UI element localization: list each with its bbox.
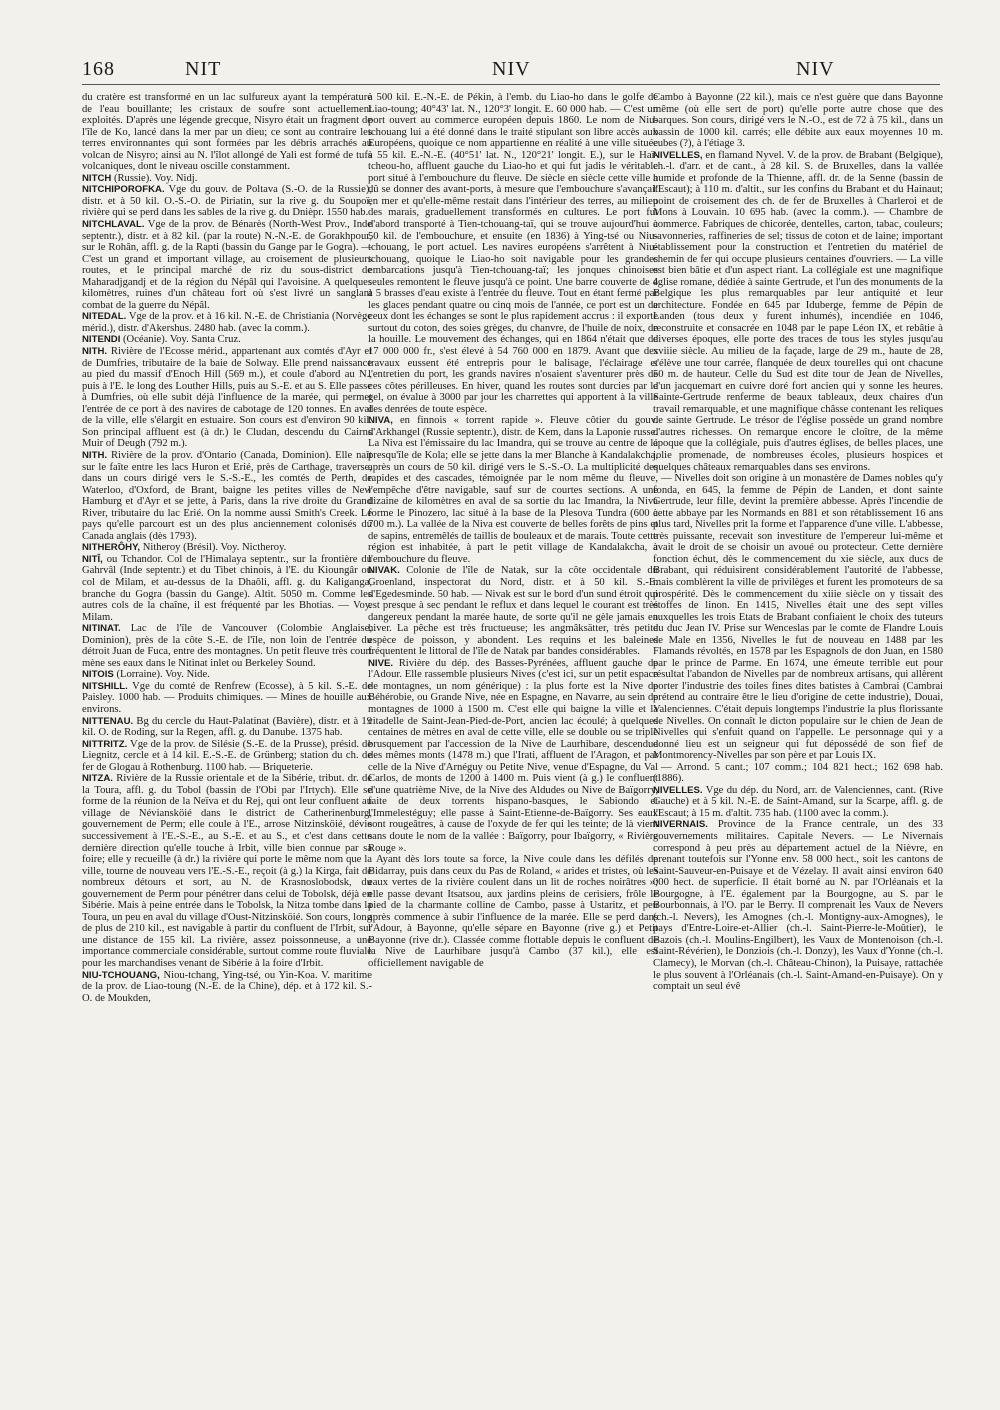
dictionary-entry	[82, 681, 372, 716]
entry-text: — Nivelles doit son origine à un monastère de Dames nobles qu'y fonda, en 645, la femme de Pépin de Landen, et dont sainte Gertrude, leur fille, devint la première abbesse. Après l'incendie de cette abbaye par les Normands en 881 et son rétablissement 16 ans plus tard, Nivelles prit la forme et l'apparence d'une ville. L'abbesse, très puissante, recevait son investiture de l'empereur lui-même et avait le droit de se choisir un avoué ou protecteur. Cette dernière fonction échut, dès le commencement du xie siècle, aux ducs de Brabant, qui réduisirent considérablement l'autorité de l'abbesse, mais comblèrent la ville de privilèges et furent les promoteurs de sa prospérité. Dès le commencement du xiiie siècle on y tissait des étoffes de linon. En 1415, Nivelles était une des sept villes auxquelles les trois Etats de Brabant confiaient le choix des tuteurs du duc Jean IV. Prise sur Wenceslas par le comte de Flandre Louis de Male en 1356, Nivelles le fut de nouveau en 1488 par les Flamands révoltés, en 1578 par les Espagnols de don Juan, en 1580 par le prince de Parme. En 1674, une émeute terrible eut pour résultat l'abandon de Nivelles par de nombreux artisans, qui allèrent porter l'industrie des toiles fines dites batistes à Cambrai (Cambrai prétend au contraire être le lieu d'origine de cette industrie), Douai, Valenciennes. C'était depuis longtemps l'industrie la plus florissante de Nivelles. On connaît le dicton populaire sur le chien de Jean de Nivelles qui s'enfuit quand on l'appelle. Le personnage qui y a donné lieu est un seigneur qui fut dépossédé de son fief de Montmorency-Nivelles par son père et par Louis IX.	[653, 473, 943, 762]
entry-text: Colonie de l'île de Natak, sur la côte occidentale du Groenland, inspectorat du Nord, distr. et à 50 kil. S.-E. d'Egedesminde. 50 hab. — Nivak est sur le bord d'un sund étroit qui est presque à sec pendant le reflux et dans lequel le courant est très dangereux pendant la marée haute, de sorte qu'il ne gèle jamais en hiver. La pêche est très fructueuse; les angmâksätter, très petite espèce de poisson, y abondent. Les requins et les baleines fréquentent le littoral de l'île de Natak par bandes considérables.	[368, 565, 658, 658]
running-head-left: NIT	[185, 58, 222, 80]
entry-text: Province de la France centrale, un des 33 gouvernements militaires. Capitale Nevers. — Le Nivernais correspond à peu près au département actuel de la Nièvre, en prenant toutefois sur l'Yonne env. 58 000 hect., soit les cantons de Saint-Sauveur-en-Puisaye et de Vézelay. Il avait ainsi environ 640 000 hect. de superficie. Il était borné au N. par l'Orléanais et la Bourgogne, à l'E. également par la Bourgogne, au S. par le Bourbonnais, à l'O. par le Berry. Il comprenait les Vaux de Nevers (ch.-l. Nevers), les Amognes (ch.-l. Montigny-aux-Amognes), le pays d'Entre-Loire-et-Allier (ch.-l. Saint-Pierre-le-Moûtier), le Bazois (ch.-l. Moulins-Engilbert), les Vaux de Montenoison (ch.-l. Saint-Révérien), le Donziois (ch.-l. Donzy), les Vaux d'Yonne (ch.-l. Clamecy), le Morvan (ch.-l. Château-Chinon), la Puisaye, rattachée le plus souvent à l'Orléanais (ch.-l. Saint-Amand-en-Puisaye). On y comptait un seul évê	[653, 819, 943, 993]
entry-headword: NIVELLES.	[653, 784, 703, 796]
entry-text: Vge de la prov. et à 16 kil. N.-E. de Christiania (Norvège mérid.), distr. d'Akershus. 2480 hab. (avec la comm.).	[82, 311, 372, 334]
entry-text: Rivière de la Russie orientale et de la Sibérie, tribut. dr. de la Toura, affl. g. du Tobol (bassin de l'Obi par l'Irtych). Elle se forme de la réunion de la Neïva et du Rej, qui ont leur confluent au village de Néviansköié dans le district de Catherinenburg, gouvernement de Perm; elle coule à l'E., arrose Nitzinsköié, dévie successivement à l'E.-S.-E., au S.-E. et au S., et c'est dans cette dernière direction qu'elle touche à Irbit, ville bien connue par sa foire; elle y recueille (à dr.) la rivière qui porte le même nom que la ville, tourne de nouveau vers l'E.-S.-E., reçoit (à g.) la Kirga, fait de nombreux détours et sort, au N. de Krasnoslobodsk, du gouvernement de Perm pour pénétrer dans celui de Tobolsk, déjà en Sibérie. Mais à peine entrée dans le Tobolsk, la Nitza tombe dans la Toura, un peu en aval du village d'Oust-Nitzinsköié. Son cours, long de plus de 210 kil., est navigable à partir du confluent de l'Irbit, sur une distance de 155 kil. La rivière, assez poissonneuse, a une importance commerciale considérable, surtout comme route fluviale pour les marchandises venant de Sibérie à la foire d'Irbit.	[82, 773, 372, 970]
entry-headword: NIVAK.	[368, 565, 400, 577]
dictionary-entry	[653, 473, 943, 762]
dictionary-entry	[82, 716, 372, 739]
dictionary-entry	[82, 334, 372, 346]
entry-text: (Océanie). Voy. Santa Cruz.	[120, 334, 241, 346]
entry-headword: NITHERÔHY,	[82, 542, 141, 554]
entry-text: Bg du cercle du Haut-Palatinat (Bavière), distr. et à 19 kil. O. de Roding, sur la Regen, affl. g. du Danube. 1375 hab.	[82, 715, 372, 739]
entry-text: Vge du comté de Renfrew (Ecosse), à 5 kil. S.-E. de Paisley. 1000 hab. — Produits chimiques. — Mines de houille aux environs.	[82, 680, 372, 715]
dictionary-entry	[653, 150, 943, 473]
dictionary-entry	[82, 554, 372, 623]
entry-headword: NITOIS	[82, 669, 114, 681]
dictionary-entry	[653, 92, 943, 150]
dictionary-entry	[82, 311, 372, 334]
entry-text: Cambo à Bayonne (22 kil.), mais ce n'est guère que dans Bayonne même (où elle sert de port) qu'elle porte autre chose que des barques. Son cours, dirigé vers le N.-O., est de 72 à 75 kil., dans un bassin de 1000 kil. carrés; elle débite aux eaux moyennes 10 m. cubes (?), à l'étiage 3.	[653, 92, 943, 150]
text-column-3	[653, 92, 943, 993]
entry-text: (Lorraine). Voy. Nide.	[113, 669, 210, 681]
entry-headword: NIVERNAIS.	[653, 819, 708, 831]
entry-headword: NITEDAL.	[82, 311, 127, 323]
dictionary-entry	[82, 773, 372, 969]
dictionary-entry	[653, 762, 943, 785]
dictionary-entry	[368, 415, 658, 565]
dictionary-entry	[82, 173, 372, 185]
entry-headword: NIVELLES,	[653, 149, 703, 161]
entry-headword: NITTENAU.	[82, 715, 134, 727]
running-head-right: NIV	[796, 58, 835, 80]
dictionary-entry	[82, 92, 372, 173]
entry-headword: NITTRITZ.	[82, 738, 128, 750]
dictionary-entry	[82, 542, 372, 554]
dictionary-entry	[653, 819, 943, 992]
entry-headword: NITSHILL.	[82, 680, 128, 692]
dictionary-entry	[368, 92, 658, 415]
entry-text: Vge de la prov. de Silésie (S.-E. de la Prusse), présid. de Liegnitz, cercle et à 14 kil. E.-S.-E. de Grünberg; station du ch. de fer de Glogau à Rothenburg. 1100 hab. — Briqueterie.	[82, 738, 372, 773]
entry-text: Lac de l'île de Vancouver (Colombie Anglaise, Dominion), près de la côte S.-E. de l'île, non loin de l'entrée du détroit Juan de Fuca, entre des montagnes. Un petit fleuve très court mène ses eaux dans le Nitinat inlet ou Berkeley Sound.	[82, 623, 372, 669]
dictionary-entry	[653, 785, 943, 820]
text-column-1	[82, 92, 372, 1004]
entry-text: en finnois « torrent rapide ». Fleuve côtier du gouv. d'Arkhangel (Russie septentr.), distr. de Kem, dans la Laponie russe. La Niva est l'émissaire du lac Imandra, qui se trouve au centre de la presqu'île de Kola; elle se jette dans la mer Blanche à Kandalakcha, après un cours de 50 kil. dirigé vers le S.-S.-O. La multiplicité des rapides et des cascades, témoignée par le nom même du fleuve, l'empêche d'être navigable, sauf sur de courtes sections. A une dizaine de kilomètres en aval de sa sortie du lac Imandra, la Niva forme le Pinozero, lac situé à la base de la Plesova Tundra (600 à 700 m.). La vallée de la Niva est couverte de belles forêts de pins et de sapins, entremêlés de taillis de bouleaux et de marais. Toute cette région est inhabitée, à part le petit village de Kandalakcha, à l'embouchure du fleuve.	[368, 415, 658, 565]
running-head-middle: NIV	[492, 58, 531, 80]
entry-headword: NITCHLAVAL.	[82, 219, 145, 231]
entry-text: Rivière de l'Ecosse mérid., appartenant aux comtés d'Ayr et de Dumfries, tributaire de la baie de Solway. Elle prend naissance au pied du massif d'Enoch Hill (569 m.), et coule d'abord au N., puis à l'E. le long des Louther Hills, puis au S.-E. et au S. Elle passe à Dumfries, où elle subit déjà l'influence de la marée, qui permet l'entrée de ce port à des navires de cabotage de 120 tonnes. En aval de la ville, elle s'élargit en estuaire. Son cours est d'environ 90 kil. Son principal affluent est (à dr.) le Cludan, descendu du Cairns Muir of Deugh (792 m.).	[82, 346, 372, 450]
dictionary-entry	[82, 346, 372, 450]
dictionary-entry	[82, 739, 372, 774]
entry-headword: NIVA,	[368, 415, 393, 427]
dictionary-entry	[368, 658, 658, 854]
dictionary-entry	[82, 219, 372, 311]
entry-headword: NITENDI	[82, 334, 121, 346]
entry-text: Rivière du dép. des Basses-Pyrénées, affluent gauche de l'Adour. Elle rassemble plusieurs Nives (c'est ici, sur un petit espace de montagnes, un nom générique) : la plus forte est la Nive de Béhérobie, ou Grande Nive, née en Espagne, en Navarre, au sein de montagnes de 1000 à 1500 m. C'est elle qui baigne la ville et la citadelle de Saint-Jean-Pied-de-Port, ancien lac écoulé; à quelques centaines de mètres en aval de cette ville, elle se double ou se triple brusquement par l'accession de la Nive de Laurhibare, descendue des mêmes monts (1478 m.) que l'Irati, affluent de l'Aragon, et par celle de la Nive d'Arnéguy ou Petite Nive, venue d'Espagne, du Val Carlos, de monts de 1200 à 1400 m. Puis vient (à g.) le confluent d'une quatrième Nive, de la Nive des Aldudes ou Nive de Baïgorry, faite de deux torrents hispano-basques, le Sabiondo et l'Immelestéguy; elle passe à Saint-Etienne-de-Baïgorry. Ses eaux sont rougeâtres, à cause de l'oxyde de fer qui les teinte; de là vient sans doute le nom de la vallée : Baïgorry, pour Ibaïgorry, « Rivière Rouge ».	[368, 657, 658, 854]
entry-text: Ayant dès lors toute sa force, la Nive coule dans les défilés de Bidarray, puis dans ceux du Pas de Roland, « arides et tristes, où les eaux vertes de la rivière coulent dans un lit de roches noirâtres »; elle passe devant Itsatsou, aux jardins pleins de cerisiers, frôle le pied de la charmante colline de Cambo, passe à Ustaritz, et peu après commence à subir l'influence de la marée. Elle se perd dans l'Adour, à Bayonne, qu'elle sépare en Bayonne (rive g.) et Petit Bayonne (rive dr.). Classée comme flottable depuis le confluent de la Nive de Laurhibare jusqu'à Cambo (37 kil.), elle est officiellement navigable de	[368, 854, 658, 970]
entry-headword: NITH.	[82, 346, 108, 358]
entry-text: (Russie). Voy. Nidj.	[111, 172, 198, 184]
entry-text: Vge de la prov. de Bénarès (North-West Prov., Inde septentr.), distr. et à 82 kil. (par la route) N.-N.-E. de Gorakhpour, sur le Rohân, affl. g. de la Rapti (bassin du Gange par le Gogra). — C'est un grand et important village, au croisement de plusieurs routes, et le principal marché de riz du sous-district de Maharadjgandj et de la région du Népâl qui l'avoisine. A quelques kilomètres, ruines d'un château fort où s'est livré un sanglant combat de la guerre du Népâl.	[82, 219, 372, 311]
entry-headword: NIVE.	[368, 657, 394, 669]
header-rule	[82, 84, 940, 85]
entry-headword: NITCH	[82, 172, 112, 184]
page-number: 168	[82, 58, 115, 80]
dictionary-entry	[368, 854, 658, 969]
entry-headword: NITH.	[82, 449, 108, 461]
entry-text: Rivière de la prov. d'Ontario (Canada, Dominion). Elle naît sur le faîte entre les lacs Huron et Erié, près de Carthage, traverse, dans un cours dirigé vers le S.-S.-E., les comtés de Perth, de Waterloo, d'Oxford, de Brant, baigne les petites villes de New Hamburg et d'Ayr et se jette, à Paris, dans la rive droite du Grand River, tributaire du lac Erié. On la nomme aussi Smith's Creek. Le pays qu'elle parcourt est un des plus anciennement colonisés du Canada anglais (dès 1793).	[82, 449, 372, 542]
entry-text: — Arrond. 5 cant.; 107 comm.; 104 821 hect.; 162 698 hab. (1886).	[653, 761, 943, 785]
entry-headword: NITCHIPOROFKA.	[82, 184, 165, 196]
dictionary-entry	[82, 669, 372, 681]
dictionary-entry	[82, 184, 372, 219]
entry-text: Nitheroy (Brésil). Voy. Nictheroy.	[140, 542, 287, 554]
dictionary-entry	[368, 565, 658, 657]
dictionary-entry	[82, 450, 372, 542]
entry-headword: NITÎ,	[82, 553, 103, 565]
entry-text: en flamand Nyvel. V. de la prov. de Brabant (Belgique), ch.-l. d'arr. et de cant., à 28 kil. S. de Bruxelles, dans la vallée humide et profonde de la Thienne, affl. dr. de la Senne (bassin de l'Escaut); à 110 m. d'altit., sur les confins du Brabant et du Hainaut; point de croisement des ch. de fer de Bruxelles à Charleroi et de Mons à Louvain. 10 695 hab. (avec la comm.). — Chambre de commerce. Fabriques de chicorée, dentelles, carton, tabac, couleurs; savonneries, raffineries de sel; tissus de coton et de laine; important établissement pour la construction et l'entretien du matériel de chemin de fer qui occupe plusieurs centaines d'ouvriers. — La ville est bien bâtie et d'un aspect riant. La collégiale est une magnifique église romane, dédiée à sainte Gertrude, et l'un des monuments de la Belgique les plus remarquables par leur antiquité et leur architecture. Fondée en 645 par Iduberge, femme de Pépin de Landen (tous deux y furent inhumés), incendiée en 1046, reconstruite et consacrée en 1048 par le pape Léon IX, et rebâtie à diverses époques, elle porte des traces de tous les styles jusqu'au xviiie siècle. Au milieu de la façade, large de 29 m., haute de 28, s'élève une tour carrée, flanquée de deux tourelles qui ont chacune 50 m. de hauteur. Celle du Sud est dite tour de Jean de Nivelles, d'un jacquemart en cuivre doré fort ancien qui y sonne les heures. Sainte-Gertrude renferme de beaux tableaux, deux chaires d'un travail remarquable, et une magnifique châsse contenant les reliques de sainte Gertrude. Le trésor de l'église possède un grand nombre d'autres richesses. On remarque encore le cloître, de la même époque que la collégiale, puis d'autres églises, de belles places, une jolie promenade, de nombreuses écoles, plusieurs hospices et quelques châteaux remarquables dans ses environs.	[653, 149, 943, 473]
dictionary-entry	[82, 623, 372, 669]
entry-text: à 500 kil. E.-N.-E. de Pékin, à l'emb. du Liao-ho dans le golfe de Liao-toung; 40°43' lat. N., 120°3' longit. E. 60 000 hab. — C'est un port ouvert au commerce européen depuis 1860. Le nom de Niu-tchouang lui a été donné dans le traité stipulant son libre accès aux Européens, quoique ce nom appartienne en réalité à une ville située à 55 kil. E.-N.-E. (40°51' lat. N., 120°21' longit. E.), sur le Haï-tcheou-ho, affluent gauche du Liao-ho et qui fut jadis le véritable port situé à l'embouchure du fleuve. De siècle en siècle cette ville a dû se donner des avant-ports, à mesure que l'embouchure s'avançait en mer et qu'elle-même restait dans l'intérieur des terres, au milieu des marais, graduellement transformés en cultures. Le port fut d'abord transporté à Tien-tchouang-taï, qui se trouve aujourd'hui à 50 kil. de l'embouchure, et ensuite (en 1836) à Ying-tsé ou Niu-tchouang, le port actuel. Les navires européens s'arrêtent à Niu-tchouang, quoique le Liao-ho soit navigable pour les grandes embarcations jusqu'à Tien-tchouang-taï; les jonques chinoises seules remontent le fleuve jusqu'à ce point. Une barre couverte de 4 à 5 brasses d'eau existe à l'entrée du fleuve. Tout en étant fermé par les glaces pendant quatre ou cinq mois de l'année, ce port est un de ceux dont les échanges se sont le plus rapidement accrus : il exporte surtout du coton, des soies grèges, du chanvre, de l'huile de noix, de la houille. Le mouvement des échanges, qui en 1864 n'était que de 17 000 000 fr., s'est élevé à 54 760 000 en 1879. Avant que des travaux eussent été entrepris pour le balisage, l'éclairage et l'entretien du port, les grands navires n'osaient s'aventurer près de ces côtes périlleuses. En hiver, quand les routes sont durcies par le gel, on évalue à 3000 par jour les charrettes qui apportent à la ville des denrées de toute espèce.	[368, 92, 658, 415]
dictionary-entry	[82, 970, 372, 1005]
entry-text: ou Tchandor. Col de l'Himalaya septentr., sur la frontière du Gahrvâl (Inde septentr.) et du Tibet chinois, à l'E. du Kioungâr ou col de Milam, et au-dessus de la Dhaôli, affl. g. du Kaliganga, branche du Gogra (bassin du Gange). Altit. 5050 m. Comme les autres cols de la chaîne, il est fréquenté par les Bhotias. — Voy. Milam.	[82, 553, 372, 623]
entry-headword: NITZA.	[82, 773, 113, 785]
entry-text: Niou-tchang, Ying-tsé, ou Yin-Koa. V. maritime de la prov. de Liao-toung (N.-E. de la Chine), dép. et à 172 kil. S.-O. de Moukden,	[82, 969, 372, 1004]
entry-text: du cratère est transformé en un lac sulfureux ayant la température de l'eau bouillante; les cristaux de soufre sont actuellement exploités. D'après une légende grecque, Nisyro était un fragment de l'île de Ko, lancé dans la mer par un dieu; ce sont au contraire les terres environnantes qui sont formées par les débris arrachés au volcan de Nisyro; ainsi au N. l'îlot allongé de Yali est formé de tufs volcaniques, dont le niveau oscille constamment.	[82, 92, 372, 173]
entry-headword: NIU-TCHOUANG,	[82, 969, 160, 981]
text-column-2	[368, 92, 658, 970]
entry-text: Vge du gouv. de Poltava (S.-O. de la Russie), distr. et à 50 kil. O.-S.-O. de Piriatin, sur la rive g. du Soupoï, rivière qui se perd dans les sables de la rive g. du Dnièpr. 1550 hab.	[82, 184, 372, 219]
entry-headword: NITINAT.	[82, 623, 121, 635]
entry-text: Vge du dép. du Nord, arr. de Valenciennes, cant. (Rive Gauche) et à 5 kil. N.-E. de Saint-Amand, sur la Scarpe, affl. g. de l'Escaut; à 15 m. d'altit. 735 hab. (1100 avec la comm.).	[653, 784, 943, 819]
